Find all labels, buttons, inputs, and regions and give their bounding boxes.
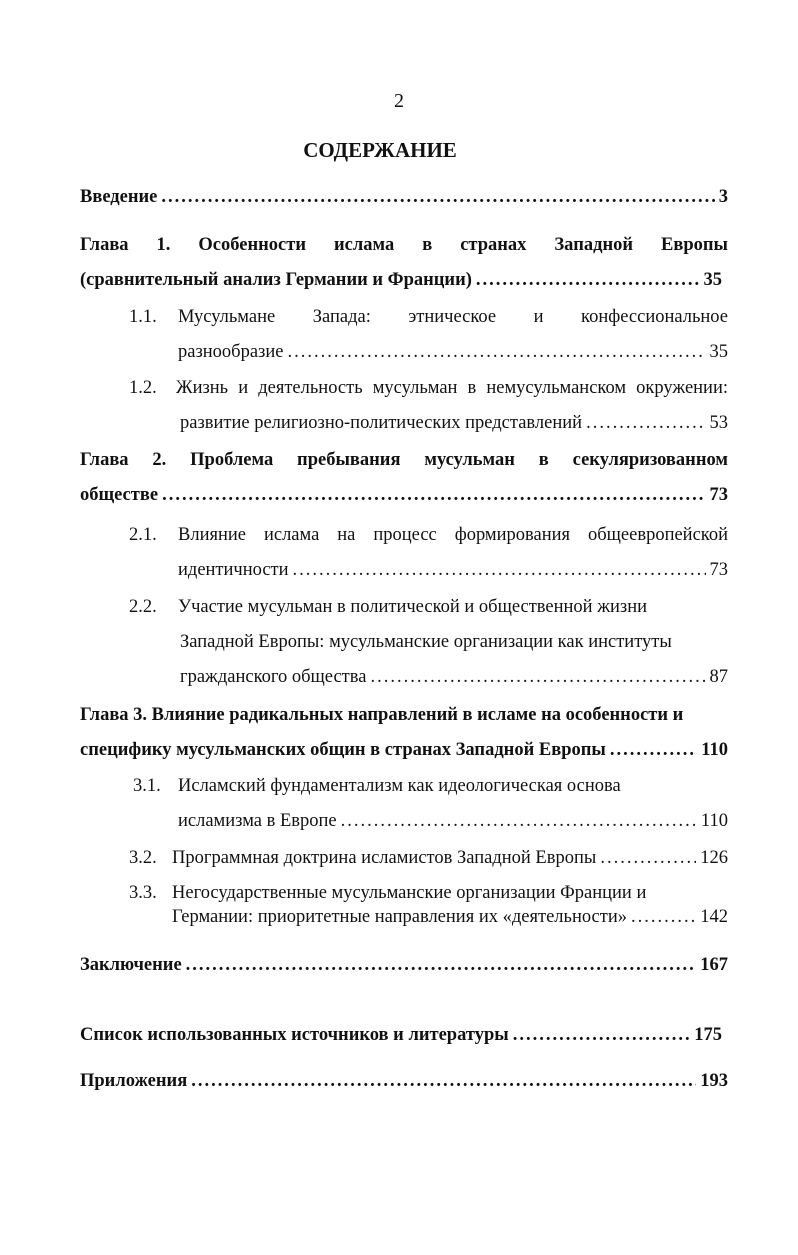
toc-page: 167: [700, 955, 728, 975]
section-number: 2.1.: [129, 525, 157, 545]
toc-label: Список использованных источников и литературы: [80, 1025, 509, 1045]
toc-section-2-2-line2[interactable]: [180, 629, 728, 655]
toc-label: Глава 3. Влияние радикальных направлений в исламе на особенности и: [80, 705, 684, 725]
leader-dots: [162, 482, 705, 508]
section-number: 2.2.: [129, 597, 157, 617]
toc-label: специфику мусульманских общин в странах Западной Европы: [80, 740, 606, 760]
toc-page: 35: [709, 342, 728, 362]
toc-page: 175: [694, 1025, 722, 1045]
toc-section-2-1-line1[interactable]: Влияние ислама на процесс формирования общеевропейской: [178, 525, 728, 545]
toc-label: исламизма в Европе: [178, 811, 337, 831]
leader-dots: [476, 267, 700, 293]
section-number: 1.2.: [129, 378, 157, 398]
leader-dots: [586, 410, 705, 436]
leader-dots: [287, 339, 705, 365]
toc-label: Западной Европы: мусульманские организации как институты: [180, 632, 672, 652]
toc-entry-conclusion[interactable]: [80, 952, 728, 978]
toc-section-2-2-line3[interactable]: [180, 664, 728, 690]
toc-label: Введение: [80, 187, 158, 207]
toc-label: Программная доктрина исламистов Западной Европы: [172, 848, 597, 868]
leader-dots: [341, 808, 697, 834]
toc-entry-intro[interactable]: [80, 184, 728, 210]
leader-dots: [191, 1068, 696, 1094]
toc-label: Германии: приоритетные направления их «деятельности»: [172, 907, 628, 927]
toc-label: обществе: [80, 485, 159, 505]
toc-section-3-2[interactable]: [172, 845, 728, 871]
page-number: 2: [394, 90, 404, 112]
toc-page: 126: [700, 848, 728, 868]
toc-section-1-1-line2[interactable]: [178, 339, 728, 365]
leader-dots: [293, 557, 706, 583]
toc-page: 110: [700, 811, 728, 831]
toc-chapter-1-line2[interactable]: [80, 267, 722, 293]
toc-section-1-1-line1[interactable]: Мусульмане Запада: этническое и конфессиональное: [178, 307, 728, 327]
toc-section-1-2-line2[interactable]: [180, 410, 728, 436]
toc-entry-sources[interactable]: [80, 1022, 722, 1048]
toc-page: 193: [700, 1071, 728, 1091]
leader-dots: [186, 952, 697, 978]
toc-page: 110: [701, 740, 728, 760]
toc-label: гражданского общества: [180, 667, 367, 687]
toc-page: 53: [709, 413, 728, 433]
toc-label: Участие мусульман в политической и общественной жизни: [178, 597, 647, 617]
section-number: 3.1.: [133, 776, 161, 796]
toc-section-3-3-line2[interactable]: [172, 904, 728, 930]
toc-page: 87: [709, 667, 728, 687]
toc-page: 73: [709, 485, 728, 505]
toc-section-3-1-line2[interactable]: [178, 808, 728, 834]
toc-section-2-2-line1[interactable]: [178, 594, 728, 620]
leader-dots: [610, 737, 697, 763]
toc-chapter-3-line2[interactable]: [80, 737, 728, 763]
toc-label: развитие религиозно-политических представлений: [180, 413, 583, 433]
toc-chapter-3-line1[interactable]: [80, 702, 728, 728]
leader-dots: [161, 184, 714, 210]
toc-chapter-2-line2[interactable]: [80, 482, 728, 508]
toc-label: разнообразие: [178, 342, 284, 362]
toc-chapter-1-line1[interactable]: Глава 1. Особенности ислама в странах Западной Европы: [80, 235, 728, 255]
toc-label: Заключение: [80, 955, 182, 975]
leader-dots: [631, 904, 696, 930]
leader-dots: [513, 1022, 691, 1048]
leader-dots: [600, 845, 696, 871]
toc-section-3-1-line1[interactable]: [178, 773, 728, 799]
toc-entry-appendix[interactable]: [80, 1068, 728, 1094]
section-number: 3.3.: [129, 883, 157, 903]
toc-label: (сравнительный анализ Германии и Франции): [80, 270, 472, 290]
toc-label: идентичности: [178, 560, 289, 580]
toc-title: СОДЕРЖАНИЕ: [303, 138, 457, 162]
toc-chapter-2-line1[interactable]: Глава 2. Проблема пребывания мусульман в секуляризованном: [80, 450, 728, 470]
toc-page: 3: [718, 187, 728, 207]
toc-page: 73: [709, 560, 728, 580]
toc-label: Исламский фундаментализм как идеологическая основа: [178, 776, 621, 796]
toc-page: 35: [703, 270, 722, 290]
section-number: 3.2.: [129, 848, 157, 868]
leader-dots: [370, 664, 705, 690]
toc-section-1-2-line1[interactable]: Жизнь и деятельность мусульман в немусульманском окружении:: [176, 378, 728, 398]
toc-page: 142: [700, 907, 728, 927]
toc-label: Приложения: [80, 1071, 188, 1091]
toc-section-3-3-line1[interactable]: [172, 880, 728, 906]
toc-label: Негосударственные мусульманские организации Франции и: [172, 883, 647, 903]
toc-section-2-1-line2[interactable]: [178, 557, 728, 583]
section-number: 1.1.: [129, 307, 157, 327]
